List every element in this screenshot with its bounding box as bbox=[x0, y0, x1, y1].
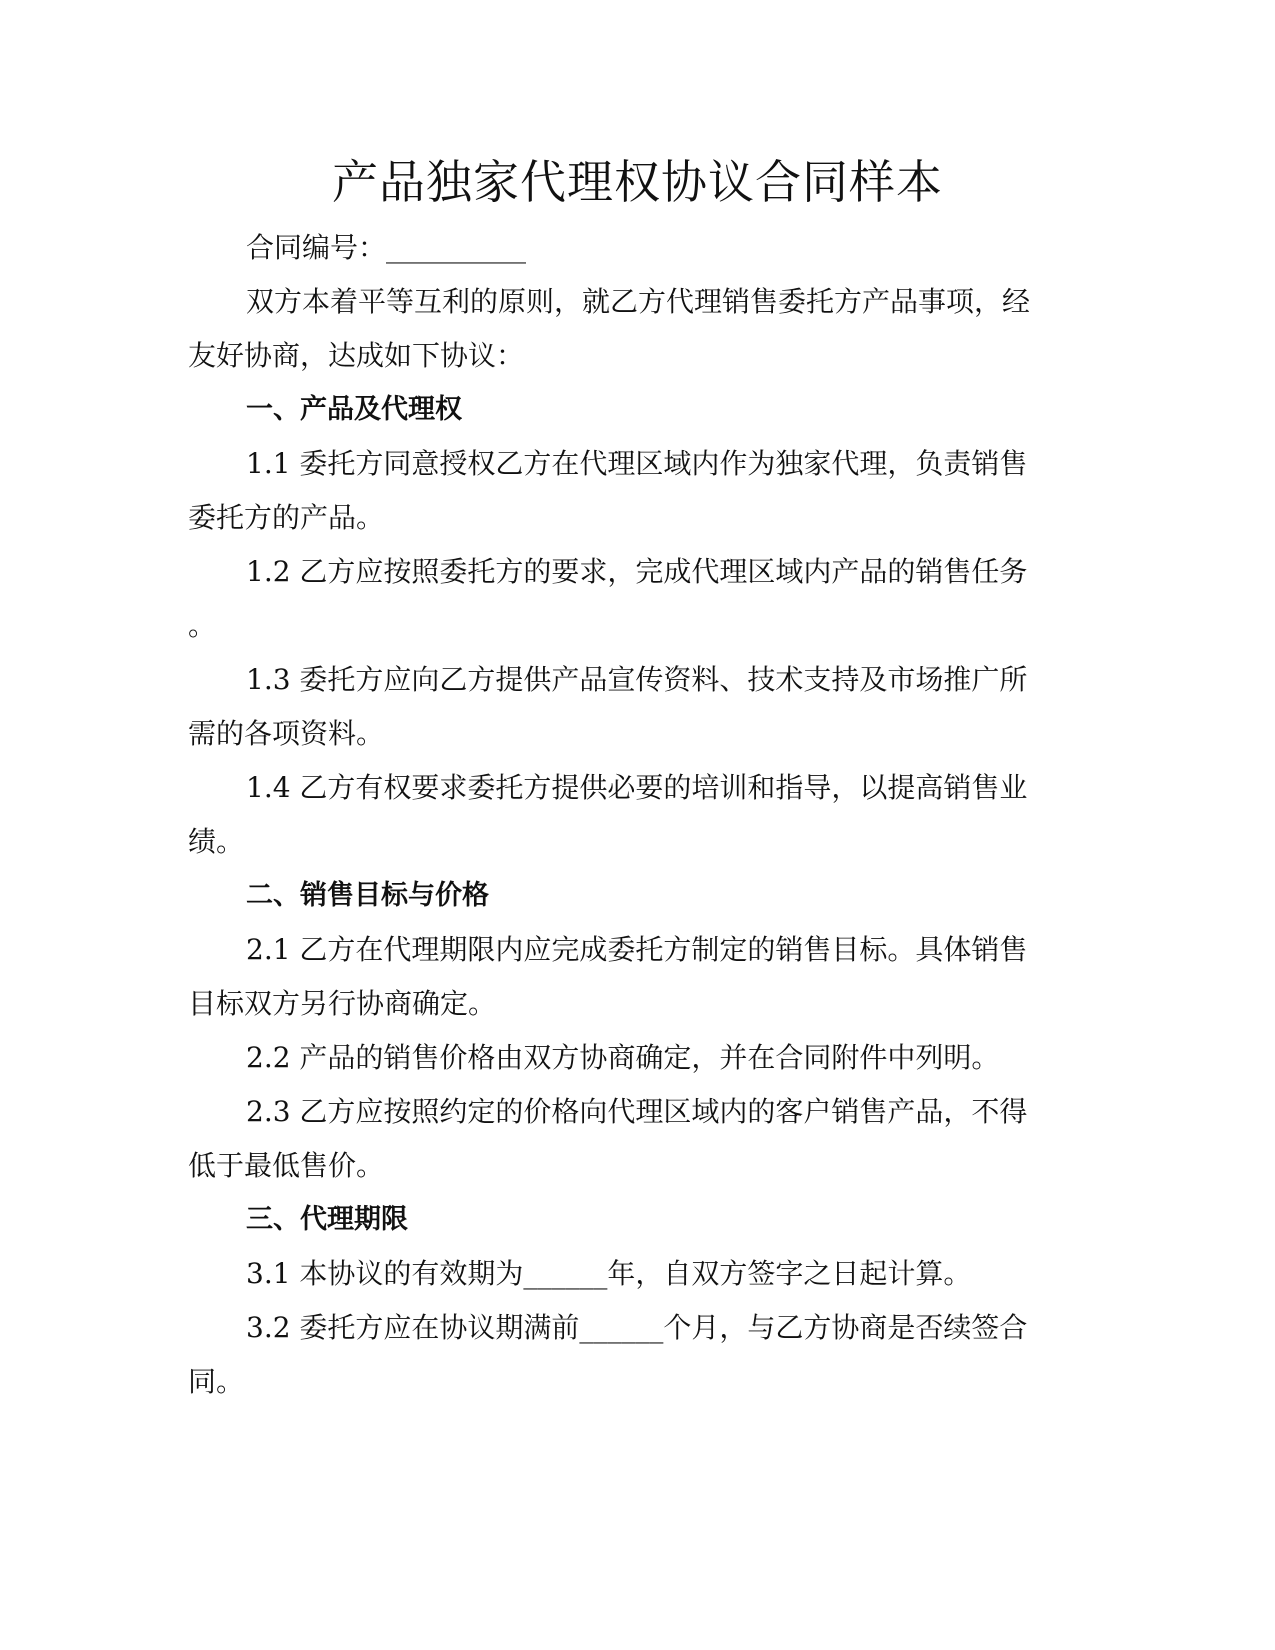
intro-line-1: 双方本着平等互利的原则，就乙方代理销售委托方产品事项，经 bbox=[246, 285, 1031, 318]
clause-2-1-line-1: 2.1 乙方在代理期限内应完成委托方制定的销售目标。具体销售 bbox=[246, 933, 1028, 966]
clause-1-2-line-2: 。 bbox=[188, 609, 217, 642]
document-title: 产品独家代理权协议合同样本 bbox=[332, 155, 943, 209]
clause-3-2-line-2: 同。 bbox=[188, 1365, 245, 1398]
clause-1-3-line-1: 1.3 委托方应向乙方提供产品宣传资料、技术支持及市场推广所 bbox=[246, 663, 1028, 696]
clause-1-3-line-2: 需的各项资料。 bbox=[188, 717, 385, 750]
clause-3-1-line-1: 3.1 本协议的有效期为______年，自双方签字之日起计算。 bbox=[246, 1257, 972, 1290]
clause-2-3-line-1: 2.3 乙方应按照约定的价格向代理区域内的客户销售产品，不得 bbox=[246, 1095, 1028, 1128]
clause-2-1-line-2: 目标双方另行协商确定。 bbox=[188, 987, 497, 1020]
clause-1-4-line-2: 绩。 bbox=[188, 825, 245, 858]
section-heading-2: 二、销售目标与价格 bbox=[246, 880, 489, 911]
clause-2-2-line-1: 2.2 产品的销售价格由双方协商确定，并在合同附件中列明。 bbox=[246, 1041, 1000, 1074]
contract-number: 合同编号：__________ bbox=[246, 231, 527, 264]
section-heading-3: 三、代理期限 bbox=[246, 1204, 408, 1235]
clause-1-2-line-1: 1.2 乙方应按照委托方的要求，完成代理区域内产品的销售任务 bbox=[246, 555, 1028, 588]
clause-3-2-line-1: 3.2 委托方应在协议期满前______个月，与乙方协商是否续签合 bbox=[246, 1311, 1028, 1344]
intro-line-2: 友好协商，达成如下协议： bbox=[188, 339, 525, 372]
clause-1-1-line-1: 1.1 委托方同意授权乙方在代理区域内作为独家代理，负责销售 bbox=[246, 447, 1028, 480]
section-heading-1: 一、产品及代理权 bbox=[246, 394, 462, 425]
clause-2-3-line-2: 低于最低售价。 bbox=[188, 1149, 385, 1182]
clause-1-1-line-2: 委托方的产品。 bbox=[188, 501, 385, 534]
clause-1-4-line-1: 1.4 乙方有权要求委托方提供必要的培训和指导，以提高销售业 bbox=[246, 771, 1028, 804]
